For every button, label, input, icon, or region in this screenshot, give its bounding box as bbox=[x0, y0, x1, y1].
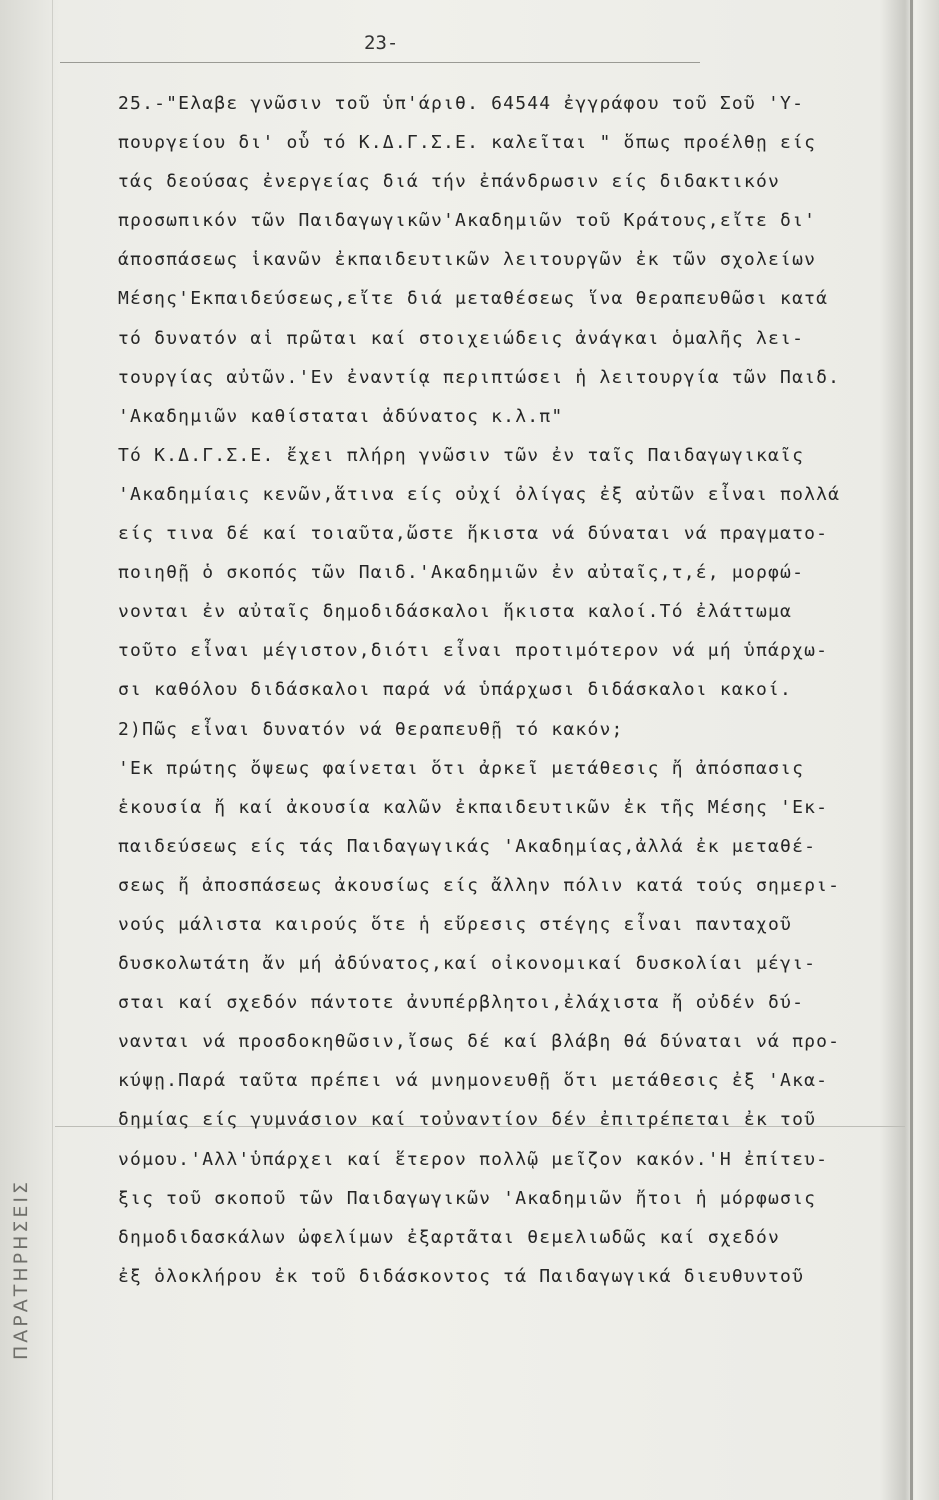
text-line: 25.-"Ελαβε γνῶσιν τοῦ ὑπ'άριθ. 64544 ἐγγράφου τοῦ Σοῦ 'Υ- bbox=[118, 93, 805, 114]
text-line: Μέσης'Εκπαιδεύσεως,εἴτε διά μεταθέσεως ἵνα θεραπευθῶσι κατά bbox=[118, 288, 829, 310]
text-line: τουργίας αὐτῶν.'Εν ἐναντίᾳ περιπτώσει ἡ λειτουργία τῶν Παιδ. bbox=[118, 366, 841, 388]
text-line: πουργείου δι' οὗ τό Κ.Δ.Γ.Σ.Ε. καλεῖται " ὅπως προέλθῃ είς bbox=[118, 132, 817, 154]
text-line: τάς δεούσας ἐνεργείας διά τήν ἐπάνδρωσιν είς διδακτικόν bbox=[118, 171, 781, 193]
text-line: κύψῃ.Παρά ταῦτα πρέπει νά μνημονευθῇ ὅτι μετάθεσις ἐξ 'Ακα- bbox=[118, 1070, 829, 1092]
text-line: δυσκολωτάτη ἄν μή ἀδύνατος,καί οἰκονομικαί δυσκολίαι μέγι- bbox=[118, 953, 817, 975]
text-line: 'Ακαδημίαις κενῶν,ἅτινα είς οὐχί ὀλίγας ἐξ αὐτῶν εἶναι πολλά bbox=[118, 483, 841, 505]
text-line: σται καί σχεδόν πάντοτε ἀνυπέρβλητοι,ἐλάχιστα ἤ οὐδέν δύ- bbox=[118, 992, 805, 1014]
text-line: νούς μάλιστα καιρούς ὅτε ἡ εὕρεσις στέγης εἶναι πανταχοῦ bbox=[118, 913, 793, 935]
text-line: είς τινα δέ καί τοιαῦτα,ὥστε ἥκιστα νά δύναται νά πραγματο- bbox=[118, 523, 829, 545]
text-line: 'Εκ πρώτης ὄψεως φαίνεται ὅτι ἀρκεῖ μετάθεσις ἤ ἀπόσπασις bbox=[118, 757, 805, 779]
page-number: 23- bbox=[364, 32, 399, 54]
text-line: νανται νά προσδοκηθῶσιν,ἴσως δέ καί βλάβη θά δύναται νά προ- bbox=[118, 1031, 841, 1053]
text-line: δημίας είς γυμνάσιον καί τοὐναντίον δέν ἐπιτρέπεται ἐκ τοῦ bbox=[118, 1109, 817, 1131]
text-line: τοῦτο εἶναι μέγιστον,διότι εἶναι προτιμότερον νά μή ὑπάρχω- bbox=[118, 640, 829, 662]
text-line: νόμου.'Αλλ'ὑπάρχει καί ἕτερον πολλῷ μεῖζον κακόν.'Η ἐπίτευ- bbox=[118, 1148, 829, 1170]
text-line: ποιηθῇ ὁ σκοπός τῶν Παιδ.'Ακαδημιῶν ἐν αὐταῖς,τ,έ, μορφώ- bbox=[118, 562, 805, 584]
text-line: 'Ακαδημιῶν καθίσταται ἀδύνατος κ.λ.π" bbox=[118, 405, 564, 427]
text-line: σι καθόλου διδάσκαλοι παρά νά ὑπάρχωσι διδάσκαλοι κακοί. bbox=[118, 679, 793, 701]
text-line: τό δυνατόν αἱ πρῶται καί στοιχειώδεις ἀνάγκαι ὁμαλῆς λει- bbox=[118, 327, 805, 349]
text-line: παιδεύσεως είς τάς Παιδαγωγικάς 'Ακαδημίας,ἀλλά ἐκ μεταθέ- bbox=[118, 835, 817, 857]
text-line: νονται ἐν αὐταῖς δημοδιδάσκαλοι ἥκιστα καλοί.Τό ἐλάττωμα bbox=[118, 601, 793, 623]
header-rule bbox=[60, 62, 700, 63]
text-line: Τό Κ.Δ.Γ.Σ.Ε. ἔχει πλήρη γνῶσιν τῶν ἐν ταῖς Παιδαγωγικαῖς bbox=[118, 444, 805, 466]
typed-text-body bbox=[118, 84, 918, 1296]
text-line: άποσπάσεως ἱκανῶν ἐκπαιδευτικῶν λειτουργῶν ἐκ τῶν σχολείων bbox=[118, 249, 817, 271]
text-line: ἑκουσία ἤ καί ἀκουσία καλῶν ἐκπαιδευτικῶν ἐκ τῆς Μέσης 'Εκ- bbox=[118, 796, 829, 818]
text-line: προσωπικόν τῶν Παιδαγωγικῶν'Ακαδημιῶν τοῦ Κράτους,εἴτε δι' bbox=[118, 210, 817, 232]
text-line: δημοδιδασκάλων ὠφελίμων ἐξαρτᾶται θεμελιωδῶς καί σχεδόν bbox=[118, 1226, 781, 1248]
margin-stamp: ΠΑΡΑΤΗΡΗΣΕΙΣ bbox=[10, 1179, 32, 1360]
text-line: ἐξ ὁλοκλήρου ἐκ τοῦ διδάσκοντος τά Παιδαγωγικά διευθυντοῦ bbox=[118, 1265, 805, 1287]
text-line: ξις τοῦ σκοποῦ τῶν Παιδαγωγικῶν 'Ακαδημιῶν ἤτοι ἡ μόρφωσις bbox=[118, 1187, 817, 1209]
left-margin bbox=[0, 0, 53, 1500]
text-line: 2)Πῶς εἶναι δυνατόν νά θεραπευθῇ τό κακόν; bbox=[118, 718, 624, 740]
text-line: σεως ἤ ἀποσπάσεως ἀκουσίως είς ἄλλην πόλιν κατά τούς σημερι- bbox=[118, 874, 841, 896]
